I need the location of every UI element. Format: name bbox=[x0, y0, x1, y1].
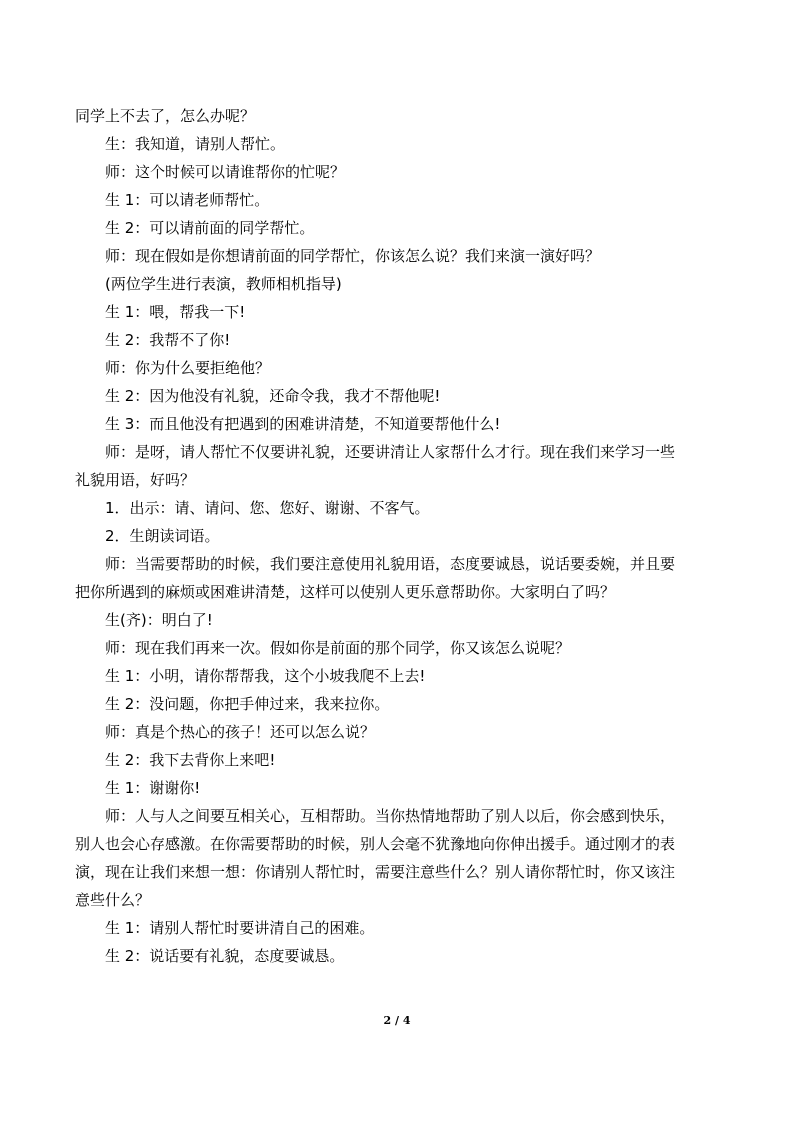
text-line: 师：现在我们再来一次。假如你是前面的那个同学，你又该怎么说呢？ bbox=[105, 639, 571, 657]
text-line: 生 2：我帮不了你! bbox=[105, 331, 231, 349]
text-line: 生(齐)：明白了! bbox=[105, 611, 213, 629]
text-line: 2．生朗读词语。 bbox=[105, 527, 220, 545]
text-line: 生 2：说话要有礼貌，态度要诚恳。 bbox=[105, 947, 345, 965]
text-line: 演，现在让我们来想一想：你请别人帮忙时，需要注意些什么？别人请你帮忙时，你又该注 bbox=[75, 863, 676, 881]
text-line: 师：真是个热心的孩子！还可以怎么说？ bbox=[105, 723, 376, 741]
text-line: 生 2：因为他没有礼貌，还命令我，我才不帮他呢! bbox=[105, 387, 441, 405]
text-line: 意些什么？ bbox=[75, 891, 151, 909]
text-line: 师：是呀，请人帮忙不仅要讲礼貌，还要讲清让人家帮什么才行。现在我们来学习一些 bbox=[105, 443, 676, 461]
document-body bbox=[75, 102, 723, 970]
text-line: 师：你为什么要拒绝他？ bbox=[105, 359, 271, 377]
text-line: 礼貌用语，好吗？ bbox=[75, 471, 196, 489]
text-line: 生 1：小明，请你帮帮我，这个小坡我爬不上去! bbox=[105, 667, 426, 685]
text-line: 师：人与人之间要互相关心，互相帮助。当你热情地帮助了别人以后，你会感到快乐， bbox=[105, 807, 676, 825]
text-line: (两位学生进行表演，教师相机指导) bbox=[105, 275, 342, 293]
text-line: 生 3：而且他没有把遇到的困难讲清楚，不知道要帮他什么! bbox=[105, 415, 501, 433]
text-line: 生 1：谢谢你! bbox=[105, 779, 201, 797]
text-line: 同学上不去了，怎么办呢？ bbox=[75, 107, 256, 125]
text-line: 生 1：可以请老师帮忙。 bbox=[105, 191, 270, 209]
page-number: 2 / 4 bbox=[383, 1014, 411, 1027]
text-line: 生 2：我下去背你上来吧! bbox=[105, 751, 276, 769]
text-line: 生 2：可以请前面的同学帮忙。 bbox=[105, 219, 315, 237]
text-line: 师：这个时候可以请谁帮你的忙呢？ bbox=[105, 163, 346, 181]
text-line: 师：当需要帮助的时候，我们要注意使用礼貌用语，态度要诚恳，说话要委婉，并且要 bbox=[105, 555, 676, 573]
text-line: 1．出示：请、请问、您、您好、谢谢、不客气。 bbox=[105, 499, 430, 517]
text-line: 生 2：没问题，你把手伸过来，我来拉你。 bbox=[105, 695, 390, 713]
text-line: 师：现在假如是你想请前面的同学帮忙，你该怎么说？我们来演一演好吗？ bbox=[105, 247, 601, 265]
text-line: 把你所遇到的麻烦或困难讲清楚，这样可以使别人更乐意帮助你。大家明白了吗？ bbox=[75, 583, 616, 601]
text-line: 生：我知道，请别人帮忙。 bbox=[105, 135, 286, 153]
text-line: 生 1：喂，帮我一下! bbox=[105, 303, 246, 321]
text-line: 别人也会心存感激。在你需要帮助的时候，别人会毫不犹豫地向你伸出援手。通过刚才的表 bbox=[75, 835, 676, 853]
text-line: 生 1：请别人帮忙时要讲清自己的困难。 bbox=[105, 919, 375, 937]
